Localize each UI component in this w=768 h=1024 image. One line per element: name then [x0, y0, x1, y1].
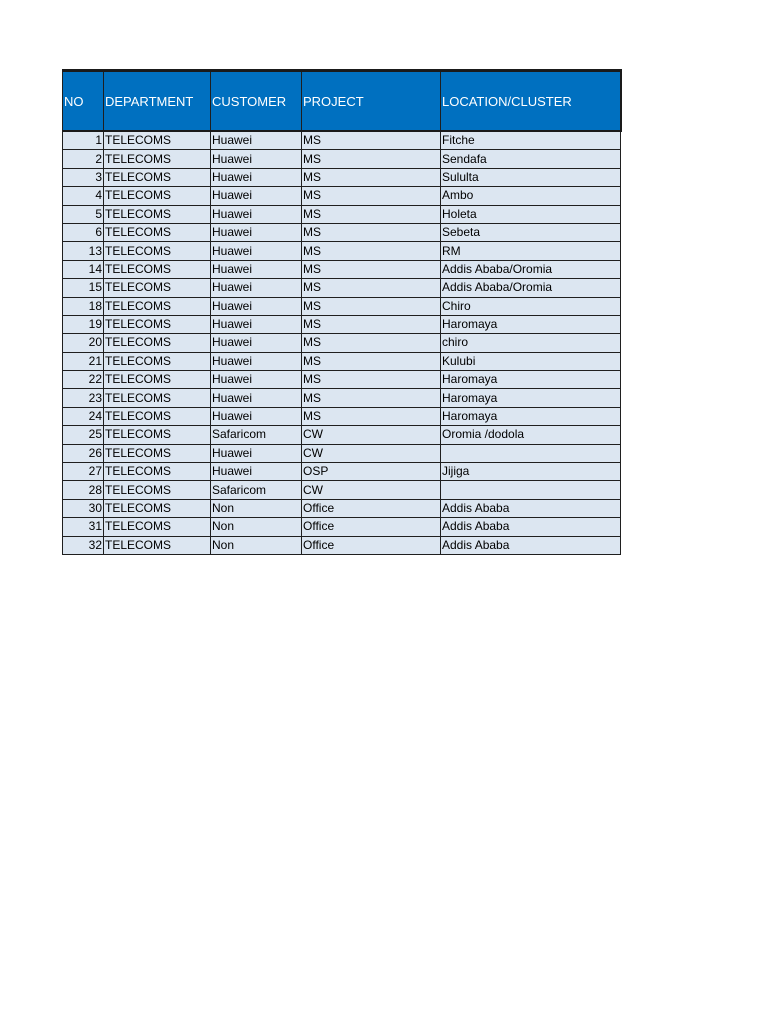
- table-row: [63, 260, 621, 278]
- cell-customer: Non: [211, 518, 302, 536]
- cell-customer: Huawei: [211, 205, 302, 223]
- header-customer: CUSTOMER: [211, 71, 302, 132]
- cell-project: CW: [302, 481, 441, 499]
- cell-customer: Huawei: [211, 389, 302, 407]
- cell-location: chiro: [441, 334, 621, 352]
- cell-department: TELECOMS: [104, 444, 211, 462]
- cell-location: Haromaya: [441, 371, 621, 389]
- table-row: [63, 334, 621, 352]
- cell-no: 20: [63, 334, 104, 352]
- cell-no: 13: [63, 242, 104, 260]
- cell-department: TELECOMS: [104, 205, 211, 223]
- cell-no: 23: [63, 389, 104, 407]
- cell-location: Holeta: [441, 205, 621, 223]
- cell-department: TELECOMS: [104, 536, 211, 554]
- cell-location: [441, 481, 621, 499]
- cell-location: Jijiga: [441, 463, 621, 481]
- cell-department: TELECOMS: [104, 187, 211, 205]
- cell-no: 4: [63, 187, 104, 205]
- cell-project: MS: [302, 279, 441, 297]
- cell-no: 2: [63, 150, 104, 168]
- cell-project: Office: [302, 518, 441, 536]
- cell-customer: Huawei: [211, 168, 302, 186]
- cell-no: 6: [63, 223, 104, 241]
- cell-department: TELECOMS: [104, 371, 211, 389]
- cell-location: Fitche: [441, 131, 621, 150]
- table-body: [63, 131, 621, 554]
- cell-department: TELECOMS: [104, 481, 211, 499]
- cell-customer: Non: [211, 499, 302, 517]
- cell-department: TELECOMS: [104, 260, 211, 278]
- spreadsheet: [62, 69, 620, 555]
- cell-customer: Huawei: [211, 315, 302, 333]
- cell-no: 25: [63, 426, 104, 444]
- cell-customer: Huawei: [211, 242, 302, 260]
- table-row: [63, 242, 621, 260]
- cell-location: Haromaya: [441, 315, 621, 333]
- cell-customer: Huawei: [211, 279, 302, 297]
- cell-customer: Huawei: [211, 187, 302, 205]
- cell-department: TELECOMS: [104, 518, 211, 536]
- cell-location: [441, 444, 621, 462]
- cell-no: 1: [63, 131, 104, 150]
- cell-project: Office: [302, 536, 441, 554]
- cell-department: TELECOMS: [104, 279, 211, 297]
- header-no: NO: [63, 71, 104, 132]
- cell-customer: Huawei: [211, 297, 302, 315]
- table-row: [63, 389, 621, 407]
- cell-customer: Safaricom: [211, 426, 302, 444]
- table-row: [63, 150, 621, 168]
- cell-project: CW: [302, 426, 441, 444]
- table-row: [63, 131, 621, 150]
- cell-department: TELECOMS: [104, 334, 211, 352]
- cell-project: Office: [302, 499, 441, 517]
- table-row: [63, 168, 621, 186]
- cell-project: CW: [302, 444, 441, 462]
- cell-no: 5: [63, 205, 104, 223]
- table-row: [63, 187, 621, 205]
- cell-department: TELECOMS: [104, 223, 211, 241]
- table-row: [63, 426, 621, 444]
- cell-project: MS: [302, 297, 441, 315]
- data-table: [62, 69, 622, 555]
- cell-department: TELECOMS: [104, 297, 211, 315]
- cell-customer: Huawei: [211, 131, 302, 150]
- table-row: [63, 371, 621, 389]
- table-row: [63, 481, 621, 499]
- cell-project: MS: [302, 407, 441, 425]
- cell-department: TELECOMS: [104, 242, 211, 260]
- cell-location: Addis Ababa/Oromia: [441, 279, 621, 297]
- cell-project: MS: [302, 205, 441, 223]
- cell-no: 24: [63, 407, 104, 425]
- cell-customer: Safaricom: [211, 481, 302, 499]
- header-location-cluster: LOCATION/CLUSTER: [441, 71, 621, 132]
- cell-project: MS: [302, 168, 441, 186]
- cell-location: Sendafa: [441, 150, 621, 168]
- table-row: [63, 352, 621, 370]
- header-department: DEPARTMENT: [104, 71, 211, 132]
- cell-location: Chiro: [441, 297, 621, 315]
- cell-no: 32: [63, 536, 104, 554]
- cell-project: MS: [302, 315, 441, 333]
- cell-no: 30: [63, 499, 104, 517]
- table-row: [63, 205, 621, 223]
- cell-project: MS: [302, 131, 441, 150]
- cell-project: MS: [302, 334, 441, 352]
- cell-customer: Huawei: [211, 150, 302, 168]
- cell-department: TELECOMS: [104, 131, 211, 150]
- cell-customer: Huawei: [211, 407, 302, 425]
- cell-customer: Non: [211, 536, 302, 554]
- table-row: [63, 297, 621, 315]
- cell-project: MS: [302, 150, 441, 168]
- cell-location: Addis Ababa: [441, 536, 621, 554]
- cell-no: 3: [63, 168, 104, 186]
- table-row: [63, 223, 621, 241]
- cell-department: TELECOMS: [104, 407, 211, 425]
- cell-location: Kulubi: [441, 352, 621, 370]
- cell-department: TELECOMS: [104, 389, 211, 407]
- cell-customer: Huawei: [211, 223, 302, 241]
- cell-no: 22: [63, 371, 104, 389]
- cell-customer: Huawei: [211, 371, 302, 389]
- cell-project: MS: [302, 187, 441, 205]
- cell-no: 15: [63, 279, 104, 297]
- cell-department: TELECOMS: [104, 352, 211, 370]
- cell-customer: Huawei: [211, 260, 302, 278]
- cell-project: OSP: [302, 463, 441, 481]
- header-project: PROJECT: [302, 71, 441, 132]
- cell-no: 31: [63, 518, 104, 536]
- cell-no: 28: [63, 481, 104, 499]
- table-row: [63, 444, 621, 462]
- cell-location: Sebeta: [441, 223, 621, 241]
- table-row: [63, 315, 621, 333]
- cell-no: 14: [63, 260, 104, 278]
- cell-customer: Huawei: [211, 334, 302, 352]
- cell-location: Sululta: [441, 168, 621, 186]
- cell-department: TELECOMS: [104, 499, 211, 517]
- cell-location: Addis Ababa: [441, 518, 621, 536]
- cell-customer: Huawei: [211, 444, 302, 462]
- cell-customer: Huawei: [211, 463, 302, 481]
- cell-project: MS: [302, 352, 441, 370]
- header-row: [63, 71, 621, 132]
- cell-location: RM: [441, 242, 621, 260]
- cell-no: 26: [63, 444, 104, 462]
- table-row: [63, 518, 621, 536]
- cell-customer: Huawei: [211, 352, 302, 370]
- cell-department: TELECOMS: [104, 150, 211, 168]
- cell-location: Haromaya: [441, 407, 621, 425]
- cell-project: MS: [302, 260, 441, 278]
- cell-department: TELECOMS: [104, 168, 211, 186]
- table-row: [63, 279, 621, 297]
- cell-project: MS: [302, 389, 441, 407]
- cell-department: TELECOMS: [104, 315, 211, 333]
- cell-location: Oromia /dodola: [441, 426, 621, 444]
- table-row: [63, 499, 621, 517]
- cell-no: 27: [63, 463, 104, 481]
- cell-no: 21: [63, 352, 104, 370]
- cell-location: Addis Ababa/Oromia: [441, 260, 621, 278]
- cell-location: Haromaya: [441, 389, 621, 407]
- table-row: [63, 463, 621, 481]
- cell-project: MS: [302, 223, 441, 241]
- cell-no: 18: [63, 297, 104, 315]
- cell-location: Addis Ababa: [441, 499, 621, 517]
- table-row: [63, 407, 621, 425]
- cell-no: 19: [63, 315, 104, 333]
- cell-project: MS: [302, 371, 441, 389]
- cell-department: TELECOMS: [104, 426, 211, 444]
- cell-department: TELECOMS: [104, 463, 211, 481]
- table-row: [63, 536, 621, 554]
- cell-location: Ambo: [441, 187, 621, 205]
- cell-project: MS: [302, 242, 441, 260]
